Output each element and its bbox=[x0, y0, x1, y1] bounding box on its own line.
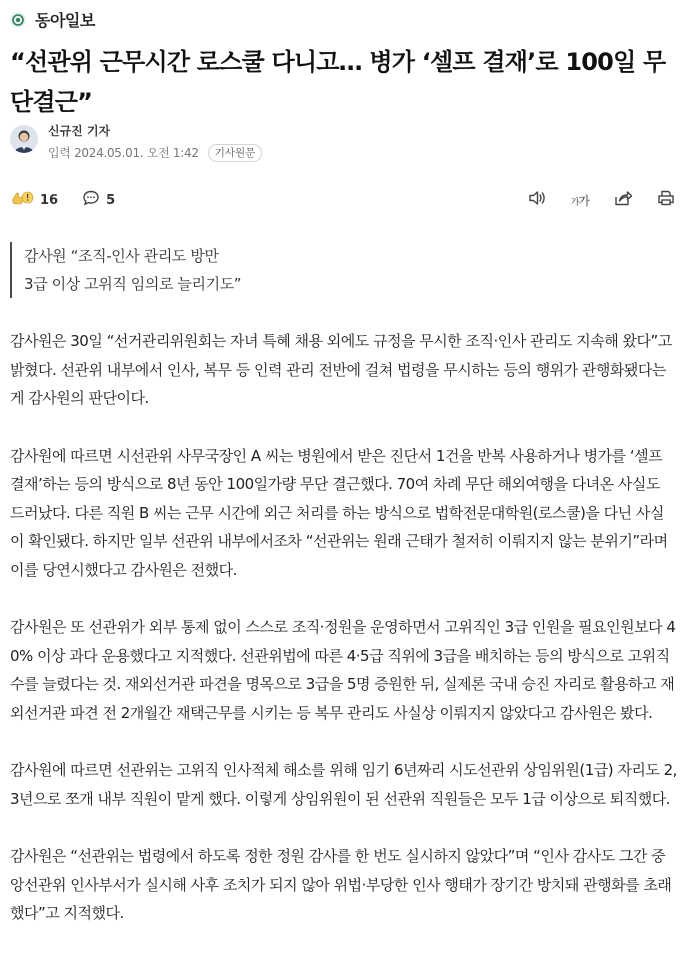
speaker-icon bbox=[527, 189, 547, 211]
article-tools bbox=[503, 189, 675, 211]
share-button[interactable] bbox=[613, 189, 633, 211]
reaction-button[interactable] bbox=[10, 189, 58, 211]
article-subheadline bbox=[10, 242, 664, 298]
subheadline-line: 3급 이상 고위직 임의로 늘리기도” bbox=[24, 275, 242, 293]
article-body bbox=[10, 327, 677, 957]
print-button[interactable] bbox=[657, 189, 675, 211]
press-name[interactable]: 동아일보 bbox=[35, 11, 95, 30]
comment-icon bbox=[82, 189, 100, 211]
article-paragraph: 감사원은 30일 “선거관리위원회는 자녀 특혜 채용 외에도 규정을 무시한 조직·인사 관리도 지속해 왔다”고 밝혔다. 선관위 내부에서 인사, 복무 등 인력 관리 전반에 걸쳐 법령을 무시하는 등의 행위가 관행화됐다는 게 감사원의 판단이다. bbox=[10, 332, 672, 407]
article-paragraph: 감사원에 따르면 시선관위 사무국장인 A 씨는 병원에서 받은 진단서 1건을 반복 사용하거나 병가를 ‘셀프 결재’하는 등의 방식으로 8년 동안 100일가량 무단 결근했다. 70여 차례 무단 해외여행을 다녀온 사실도 드러났다. 다른 직원 B 씨는 근무 시간에 외근 처리를 하는 방식으로 법학전문대학원(로스쿨)을 다닌 사실이 확인됐다. 하지만 일부 선관위 내부에서조차 “선관위는 원래 근태가 철저히 이뤄지지 않는 분위기”라며 이를 당연시했다고 감사원은 전했다. bbox=[10, 446, 668, 579]
font-size-icon: 가가 bbox=[570, 193, 589, 208]
reporter-name[interactable]: 신규진 기자 bbox=[48, 124, 111, 138]
byline bbox=[10, 123, 262, 162]
share-icon bbox=[613, 189, 633, 211]
press-header[interactable] bbox=[10, 8, 95, 31]
tts-audio-button[interactable] bbox=[527, 189, 547, 211]
article-headline: “선관위 근무시간 로스쿨 다니고… 병가 ‘셀프 결재’로 100일 무단결근” bbox=[10, 48, 666, 116]
press-logo-icon bbox=[10, 12, 26, 28]
article-paragraph: 감사원은 “선관위는 법령에서 하도록 정한 정원 감사를 한 번도 실시하지 않았다”며 “인사 감사도 그간 중앙선관위 인사부서가 실시해 사후 조치가 되지 않아 위법·부당한 인사 행태가 장기간 방치돼 관행화를 초래했다”고 지적했다. bbox=[10, 847, 672, 922]
reaction-emoji-icon bbox=[10, 189, 34, 211]
comment-count: 5 bbox=[106, 192, 116, 208]
comment-button[interactable] bbox=[82, 189, 115, 211]
article-paragraph: 감사원에 따르면 선관위는 고위직 인사적체 해소를 위해 임기 6년짜리 시도선관위 상임위원(1급) 자리도 2, 3년으로 쪼개 내부 직원이 맡게 했다. 이렇게 상임위원이 된 선관위 직원들은 모두 1급 이상으로 퇴직했다. bbox=[10, 761, 677, 808]
print-icon bbox=[657, 189, 675, 211]
reaction-count: 16 bbox=[40, 192, 59, 208]
original-article-button[interactable]: 기사원문 bbox=[208, 144, 263, 162]
publish-date: 입력 2024.05.01. 오전 1:42 bbox=[48, 146, 199, 160]
article-paragraph: 감사원은 또 선관위가 외부 통제 없이 스스로 조직·정원을 운영하면서 고위직인 3급 인원을 필요인원보다 40% 이상 과다 운용했다고 지적했다. 선관위법에 따른 4·5급 직위에 3급을 배치하는 등의 방식으로 고위직 수를 늘렸다는 것. 재외선거관 파견을 명목으로 3급을 5명 증원한 뒤, 실제론 국내 승진 자리로 활용하고 재외선거관 파견 전 2개월간 재택근무를 시키는 등 복무 관리도 사실상 이뤄지지 않았다고 감사원은 봤다. bbox=[10, 618, 676, 722]
font-size-button[interactable] bbox=[571, 189, 589, 211]
reporter-avatar[interactable] bbox=[10, 125, 38, 153]
article-action-bar bbox=[10, 188, 675, 212]
subheadline-line: 감사원 “조직-인사 관리도 방만 bbox=[24, 247, 219, 265]
